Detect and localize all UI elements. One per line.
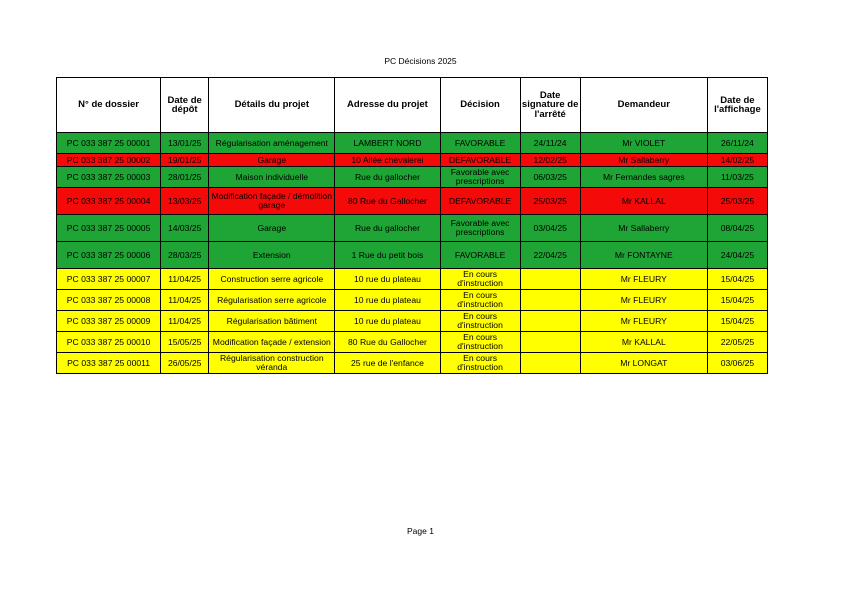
- cell-demandeur: Mr LONGAT: [580, 353, 707, 374]
- cell-details: Garage: [209, 215, 335, 242]
- header-demandeur: Demandeur: [580, 78, 707, 133]
- cell-decision: En cours d'instruction: [440, 269, 520, 290]
- cell-date-affichage: 22/05/25: [707, 332, 767, 353]
- cell-dossier: PC 033 387 25 00007: [57, 269, 161, 290]
- cell-date-signature: 24/11/24: [520, 133, 580, 154]
- cell-details: Régularisation serre agricole: [209, 290, 335, 311]
- table-row: [57, 242, 768, 269]
- cell-demandeur: Mr KALLAL: [580, 332, 707, 353]
- cell-adresse: 10 Allée chevalerei: [335, 154, 440, 167]
- header-date-affichage: Date de l'affichage: [707, 78, 767, 133]
- table-row: [57, 353, 768, 374]
- table-row: [57, 215, 768, 242]
- cell-date-affichage: 15/04/25: [707, 311, 767, 332]
- cell-adresse: 10 rue du plateau: [335, 269, 440, 290]
- cell-decision: Favorable avec prescriptions: [440, 215, 520, 242]
- cell-date-depot: 26/05/25: [161, 353, 209, 374]
- cell-details: Construction serre agricole: [209, 269, 335, 290]
- cell-dossier: PC 033 387 25 00011: [57, 353, 161, 374]
- cell-adresse: 80 Rue du Gallocher: [335, 188, 440, 215]
- cell-dossier: PC 033 387 25 00004: [57, 188, 161, 215]
- cell-adresse: LAMBERT NORD: [335, 133, 440, 154]
- cell-date-signature: 12/02/25: [520, 154, 580, 167]
- cell-details: Extension: [209, 242, 335, 269]
- cell-dossier: PC 033 387 25 00003: [57, 167, 161, 188]
- cell-date-signature: 25/03/25: [520, 188, 580, 215]
- cell-date-depot: 15/05/25: [161, 332, 209, 353]
- cell-date-depot: 13/03/25: [161, 188, 209, 215]
- cell-dossier: PC 033 387 25 00002: [57, 154, 161, 167]
- cell-date-depot: 28/03/25: [161, 242, 209, 269]
- cell-decision: DEFAVORABLE: [440, 188, 520, 215]
- cell-date-signature: [520, 269, 580, 290]
- table-row: [57, 290, 768, 311]
- cell-details: Régularisation construction véranda: [209, 353, 335, 374]
- table-row: [57, 269, 768, 290]
- cell-date-signature: 22/04/25: [520, 242, 580, 269]
- header-date-depot: Date de dépôt: [161, 78, 209, 133]
- cell-dossier: PC 033 387 25 00005: [57, 215, 161, 242]
- cell-details: Régularisation aménagement: [209, 133, 335, 154]
- table-row: [57, 332, 768, 353]
- header-dossier: N° de dossier: [57, 78, 161, 133]
- page-number: Page 1: [407, 526, 434, 536]
- header-decision: Décision: [440, 78, 520, 133]
- cell-demandeur: Mr FLEURY: [580, 311, 707, 332]
- cell-details: Régularisation bâtiment: [209, 311, 335, 332]
- cell-date-signature: 03/04/25: [520, 215, 580, 242]
- cell-date-signature: [520, 353, 580, 374]
- cell-details: Modification façade / démolition garage: [209, 188, 335, 215]
- cell-demandeur: Mr Sallaberry: [580, 215, 707, 242]
- cell-decision: Favorable avec prescriptions: [440, 167, 520, 188]
- table-row: [57, 154, 768, 167]
- cell-date-depot: 14/03/25: [161, 215, 209, 242]
- cell-date-affichage: 26/11/24: [707, 133, 767, 154]
- cell-date-signature: [520, 290, 580, 311]
- header-adresse: Adresse du projet: [335, 78, 440, 133]
- cell-demandeur: Mr FLEURY: [580, 290, 707, 311]
- cell-demandeur: Mr FONTAYNE: [580, 242, 707, 269]
- table-row: [57, 188, 768, 215]
- decisions-table: [56, 77, 768, 374]
- cell-details: Garage: [209, 154, 335, 167]
- cell-adresse: Rue du gallocher: [335, 215, 440, 242]
- cell-date-signature: [520, 332, 580, 353]
- table-row: [57, 311, 768, 332]
- cell-date-affichage: 15/04/25: [707, 290, 767, 311]
- table-row: [57, 167, 768, 188]
- cell-demandeur: Mr KALLAL: [580, 188, 707, 215]
- cell-adresse: 10 rue du plateau: [335, 290, 440, 311]
- cell-date-signature: 06/03/25: [520, 167, 580, 188]
- cell-date-affichage: 15/04/25: [707, 269, 767, 290]
- cell-dossier: PC 033 387 25 00009: [57, 311, 161, 332]
- cell-details: Maison individuelle: [209, 167, 335, 188]
- cell-demandeur: Mr FLEURY: [580, 269, 707, 290]
- cell-demandeur: Mr Sallaberry: [580, 154, 707, 167]
- header-row: [57, 78, 768, 133]
- cell-dossier: PC 033 387 25 00008: [57, 290, 161, 311]
- cell-details: Modification façade / extension: [209, 332, 335, 353]
- cell-date-affichage: 25/03/25: [707, 188, 767, 215]
- header-details: Détails du projet: [209, 78, 335, 133]
- cell-decision: En cours d'instruction: [440, 290, 520, 311]
- cell-decision: FAVORABLE: [440, 242, 520, 269]
- cell-date-depot: 13/01/25: [161, 133, 209, 154]
- cell-dossier: PC 033 387 25 00010: [57, 332, 161, 353]
- table-row: [57, 133, 768, 154]
- cell-date-depot: 11/04/25: [161, 290, 209, 311]
- cell-decision: DEFAVORABLE: [440, 154, 520, 167]
- cell-decision: En cours d'instruction: [440, 332, 520, 353]
- cell-decision: En cours d'instruction: [440, 353, 520, 374]
- cell-date-affichage: 11/03/25: [707, 167, 767, 188]
- cell-date-affichage: 08/04/25: [707, 215, 767, 242]
- cell-adresse: 25 rue de l'enfance: [335, 353, 440, 374]
- cell-date-depot: 11/04/25: [161, 311, 209, 332]
- cell-demandeur: Mr VIOLET: [580, 133, 707, 154]
- cell-date-depot: 11/04/25: [161, 269, 209, 290]
- header-date-signature: Date signature de l'arrêté: [520, 78, 580, 133]
- cell-adresse: 80 Rue du Gallocher: [335, 332, 440, 353]
- cell-decision: En cours d'instruction: [440, 311, 520, 332]
- cell-date-affichage: 03/06/25: [707, 353, 767, 374]
- cell-dossier: PC 033 387 25 00006: [57, 242, 161, 269]
- cell-date-affichage: 24/04/25: [707, 242, 767, 269]
- cell-adresse: 1 Rue du petit bois: [335, 242, 440, 269]
- cell-date-affichage: 14/02/25: [707, 154, 767, 167]
- cell-dossier: PC 033 387 25 00001: [57, 133, 161, 154]
- document-title: PC Décisions 2025: [384, 56, 457, 66]
- cell-date-depot: 19/01/25: [161, 154, 209, 167]
- cell-date-signature: [520, 311, 580, 332]
- cell-adresse: Rue du gallocher: [335, 167, 440, 188]
- cell-adresse: 10 rue du plateau: [335, 311, 440, 332]
- cell-date-depot: 28/01/25: [161, 167, 209, 188]
- cell-decision: FAVORABLE: [440, 133, 520, 154]
- cell-demandeur: Mr Fernandes sagres: [580, 167, 707, 188]
